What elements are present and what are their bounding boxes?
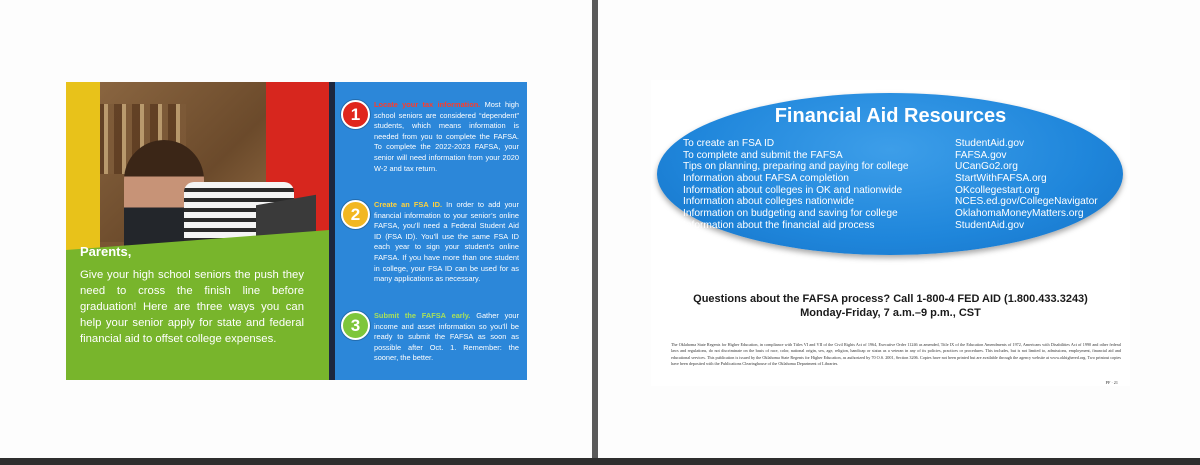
resource-topic: To create an FSA ID — [683, 138, 775, 149]
step-1-heading: Locate your tax information. — [374, 100, 481, 109]
divider-stripe — [329, 82, 335, 380]
resource-link[interactable]: StartWithFAFSA.org — [955, 173, 1047, 185]
resource-link[interactable]: UCanGo2.org — [955, 161, 1018, 173]
resource-topic: To complete and submit the FAFSA — [683, 149, 843, 161]
step-3-body: Gather your income and asset information so you’ll be ready to submit the FAFSA as soon as possible after Oct. 1. Remember: the sooner, the better. — [374, 311, 519, 363]
step-3-heading: Submit the FAFSA early. — [374, 311, 471, 320]
step-1-body: Most high school seniors are considered “dependent” students, which means information is needed from you to complete the FAFSA. To complete the 2022-2023 FAFSA, your senior will need information from your 2020 W-2 and tax return. — [374, 100, 519, 173]
hours-line: Monday-Friday, 7 a.m.–9 p.m., CST — [800, 307, 981, 319]
page-code: PF · 21 — [1105, 380, 1118, 385]
questions-contact — [651, 292, 1130, 320]
resource-row — [683, 173, 1123, 185]
step-3-number-badge: 3 — [341, 311, 370, 340]
resource-row — [683, 220, 1123, 232]
resources-title: Financial Aid Resources — [774, 105, 1007, 127]
resources-list — [683, 138, 1123, 232]
left-page — [0, 0, 592, 458]
step-2-body: In order to add your financial information to your senior’s online FAFSA, you’ll need a Federal Student Aid ID (FSA ID). You’ll use the same FSA ID each year to sign your student’s online FAFSA. If you have more than one student in college, your FSA ID can be used for as many applications as necessary. — [374, 200, 519, 284]
parents-intro: Give your high school seniors the push they need to cross the finish line before graduation! Here are three ways you can help your senior apply for state and federal financial aid to offset college expenses. — [80, 269, 304, 345]
resource-row — [683, 185, 1123, 197]
legal-fine-print: The Oklahoma State Regents for Higher Education, in compliance with Titles VI and VII of the Civil Rights Act of 1964, Executive Order 11246 as amended, Title IX of the Education Amendments of 1972, Americans with Disabilities Act of 1990 and other federal laws and regulations, do not discriminate on the basis of race, color, national origin, sex, age, religion, handicap or status as a veteran in any of its policies, practices or procedures. This includes, but is not limited to, admissions, employment, financial aid and educational services. This publication is issued by the Oklahoma State Regents for Higher Education, as authorized by 70 O.S. 2001, Section 3206. Copies have not been printed but are available through the agency website at www.okhighered.org. Two printout copies have been deposited with the Publications Clearinghouse of the Oklahoma Department of Libraries. — [671, 342, 1121, 366]
resource-topic: Information about FAFSA completion — [683, 173, 849, 185]
resource-topic: Information about the financial aid process — [683, 219, 875, 231]
step-1-number-badge: 1 — [341, 100, 370, 129]
resource-link[interactable]: OklahomaMoneyMatters.org — [955, 208, 1084, 220]
resource-row — [683, 196, 1123, 208]
parents-card — [66, 82, 527, 380]
step-1-text — [374, 100, 519, 174]
resource-topic: Information on budgeting and saving for college — [683, 208, 898, 220]
resource-row — [683, 138, 1123, 150]
resources-card — [651, 80, 1130, 386]
resource-row — [683, 150, 1123, 162]
step-3-text — [374, 311, 519, 364]
resource-row — [683, 161, 1123, 173]
resource-link[interactable]: NCES.ed.gov/CollegeNavigator — [955, 196, 1098, 208]
resource-link[interactable]: OKcollegestart.org — [955, 184, 1040, 196]
resource-topic: Information about colleges in OK and nationwide — [683, 184, 903, 196]
resource-link[interactable]: FAFSA.gov — [955, 149, 1007, 161]
questions-line: Questions about the FAFSA process? Call 1-800-4 FED AID (1.800.433.3243) — [693, 293, 1088, 305]
step-2-text — [374, 200, 519, 285]
bottom-edge — [0, 458, 1200, 465]
resource-link[interactable]: StudentAid.gov — [955, 138, 1025, 149]
step-2-number-badge: 2 — [341, 200, 370, 229]
resource-topic: Tips on planning, preparing and paying for college — [683, 161, 909, 173]
resource-link[interactable]: StudentAid.gov — [955, 219, 1025, 231]
step-2-heading: Create an FSA ID. — [374, 200, 442, 209]
resource-topic: Information about colleges nationwide — [683, 196, 855, 208]
parents-heading: Parents, — [80, 244, 132, 259]
resource-row — [683, 208, 1123, 220]
